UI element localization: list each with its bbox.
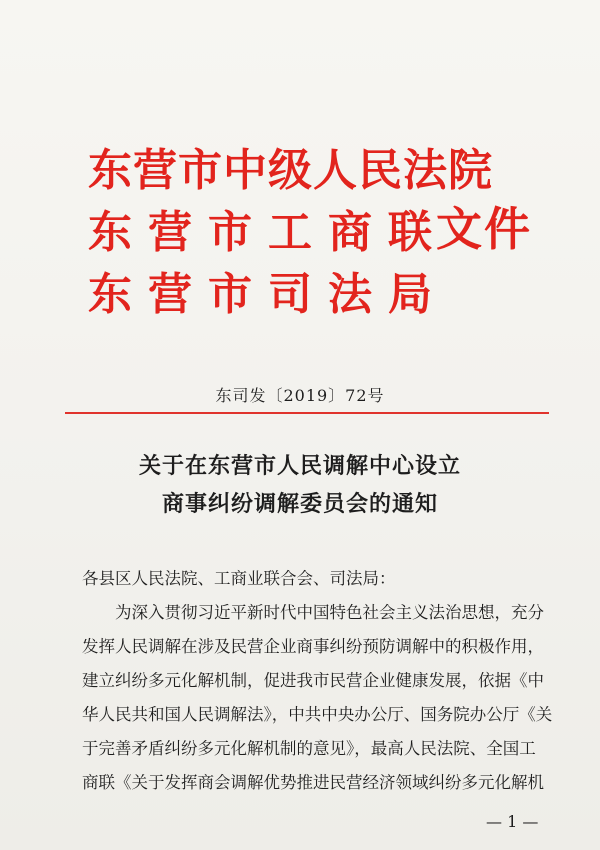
document-word: 文件 (436, 202, 532, 256)
red-divider (65, 412, 549, 414)
notice-body (82, 562, 552, 800)
body-line-1: 为深入贯彻习近平新时代中国特色社会主义法治思想，充分 (115, 603, 544, 622)
issuer-justice-bureau: 东营市司法局 (88, 269, 448, 320)
body-line-4: 华人民共和国人民调解法》，中共中央办公厅、国务院办公厅《关 (82, 705, 553, 724)
page-number: — 1 — (486, 812, 539, 831)
salutation: 各县区人民法院、工商业联合会、司法局： (82, 569, 396, 588)
body-line-3: 建立纠纷多元化解机制，促进我市民营企业健康发展，依据《中 (82, 671, 544, 690)
title-line-1: 关于在东营市人民调解中心设立 (138, 453, 461, 479)
title-line-2: 商事纠纷调解委员会的通知 (161, 491, 438, 517)
body-line-2: 发挥人民调解在涉及民营企业商事纠纷预防调解中的积极作用， (82, 637, 544, 656)
issuer-block (88, 140, 493, 326)
issuer-federation: 东营市工商联 (88, 207, 448, 258)
body-line-6: 商联《关于发挥商会调解优势推进民营经济领域纠纷多元化解机 (82, 773, 544, 792)
document-number: 东司发〔2019〕72号 (215, 386, 385, 405)
issuer-court: 东营市中级人民法院 (88, 145, 493, 196)
notice-title (0, 447, 600, 523)
body-line-5: 于完善矛盾纠纷多元化解机制的意见》，最高人民法院、全国工 (82, 739, 536, 758)
